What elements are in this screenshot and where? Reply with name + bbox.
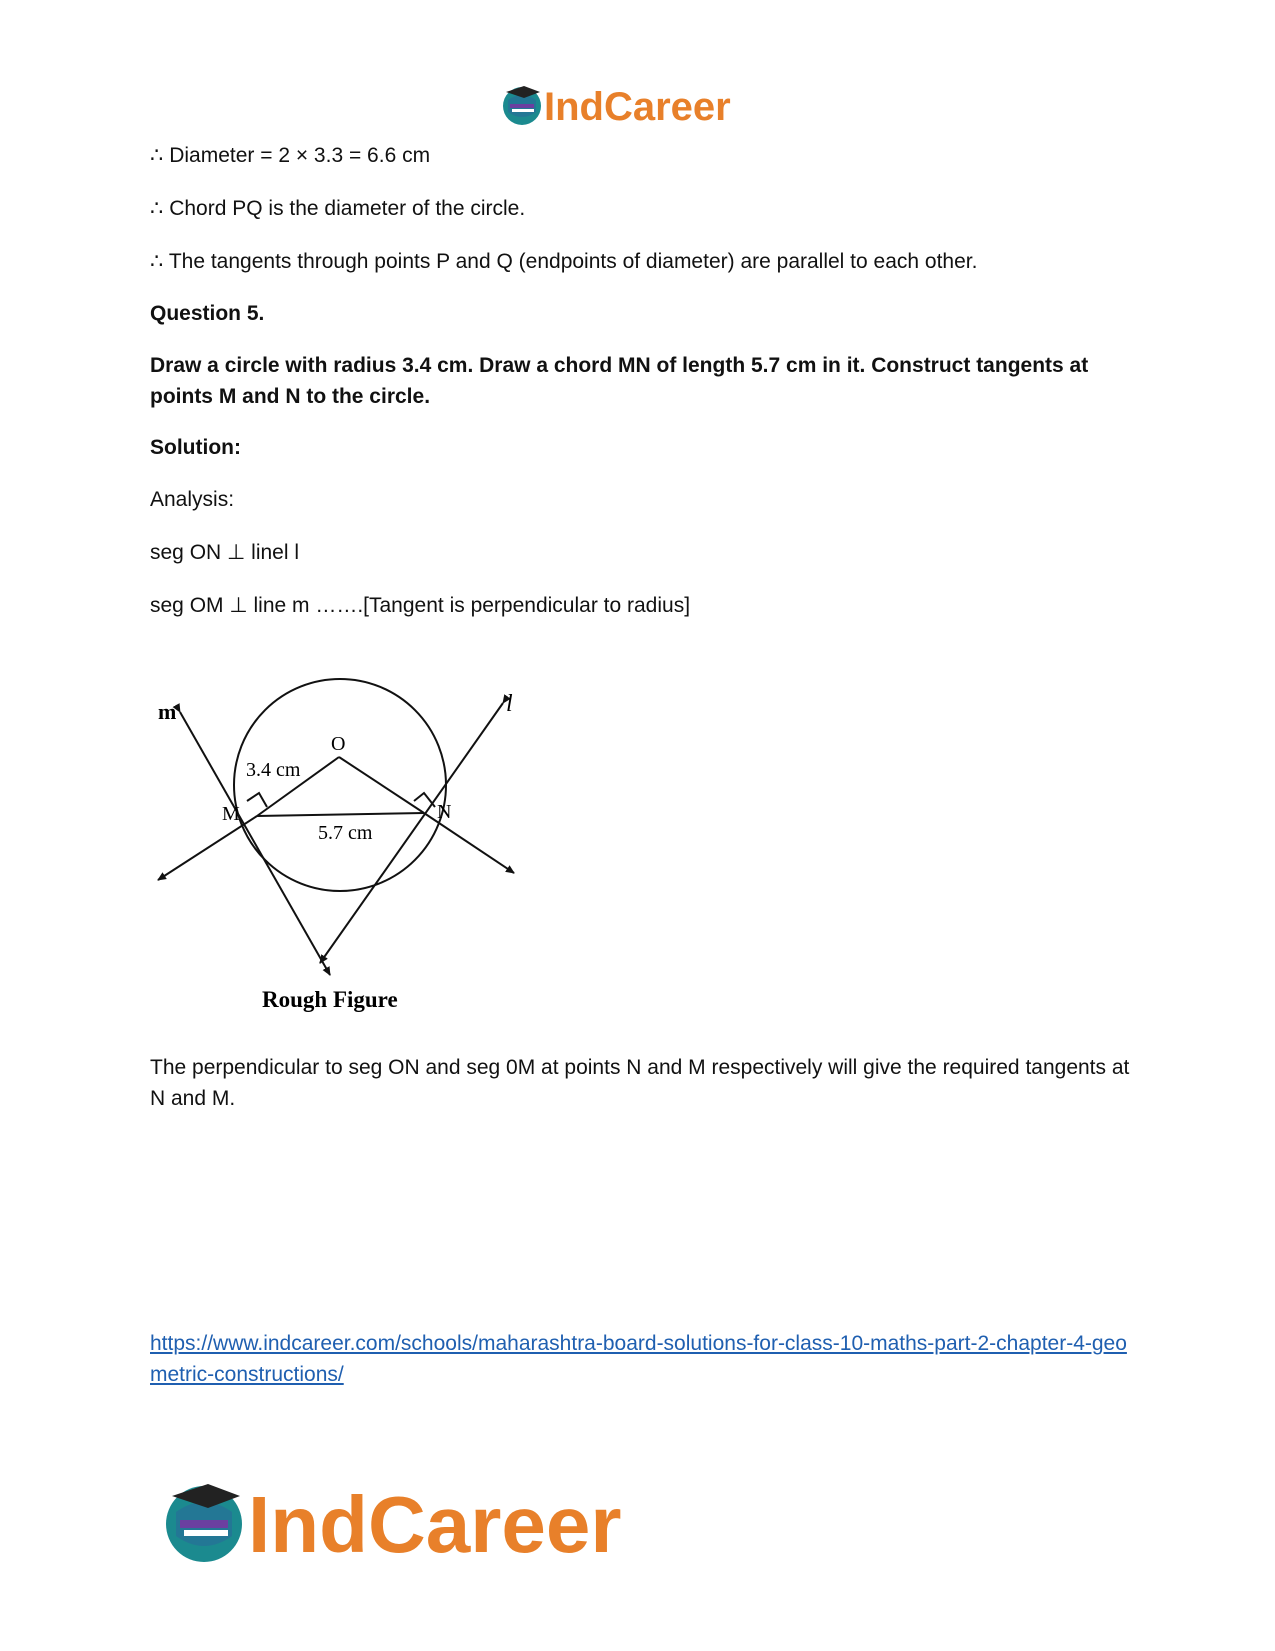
logo-text-top: IndCareer — [544, 85, 731, 129]
circle — [234, 679, 446, 891]
label-o: O — [331, 733, 346, 755]
extension-m — [158, 816, 257, 880]
diameter-line: ∴ Diameter = 2 × 3.3 = 6.6 cm — [150, 144, 431, 167]
label-chord: 5.7 cm — [318, 822, 373, 844]
source-link[interactable]: https://www.indcareer.com/schools/maharashtra-board-solutions-for-class-10-maths-part-2-chapter-4-geometric-constructions/ — [150, 1332, 1127, 1386]
tangent-m — [180, 712, 330, 975]
figure-caption: Rough Figure — [262, 987, 398, 1012]
globe-icon — [503, 86, 541, 125]
seg-om-line: seg OM ⊥ line m …….[Tangent is perpendicular to radius] — [150, 594, 691, 617]
rough-figure — [150, 675, 570, 1070]
seg-on-line: seg ON ⊥ linel l — [150, 541, 300, 564]
logo-text-bottom: IndCareer — [248, 1480, 622, 1569]
label-l: l — [506, 691, 513, 717]
conclusion-paragraph: The perpendicular to seg ON and seg 0M at points N and M respectively will give the required tangents at N and M. — [150, 1056, 1130, 1110]
chord-line: ∴ Chord PQ is the diameter of the circle. — [150, 197, 526, 220]
label-point-m: M — [222, 803, 240, 825]
question-title: Question 5. — [150, 302, 265, 325]
label-point-n: N — [437, 801, 452, 823]
right-angle-m — [247, 793, 267, 807]
radius-on — [339, 757, 424, 813]
globe-icon — [166, 1484, 242, 1562]
analysis-label: Analysis: — [150, 488, 235, 511]
label-m: m — [158, 699, 177, 724]
solution-title: Solution: — [150, 436, 241, 459]
indcareer-logo-top — [500, 78, 790, 134]
label-radius: 3.4 cm — [246, 759, 301, 781]
chord-mn — [257, 813, 424, 816]
tangents-line: ∴ The tangents through points P and Q (endpoints of diameter) are parallel to each other. — [150, 250, 978, 273]
indcareer-logo-bottom — [160, 1468, 720, 1578]
question-body: Draw a circle with radius 3.4 cm. Draw a chord MN of length 5.7 cm in it. Construct tangents at points M and N to the circle. — [150, 354, 1089, 408]
